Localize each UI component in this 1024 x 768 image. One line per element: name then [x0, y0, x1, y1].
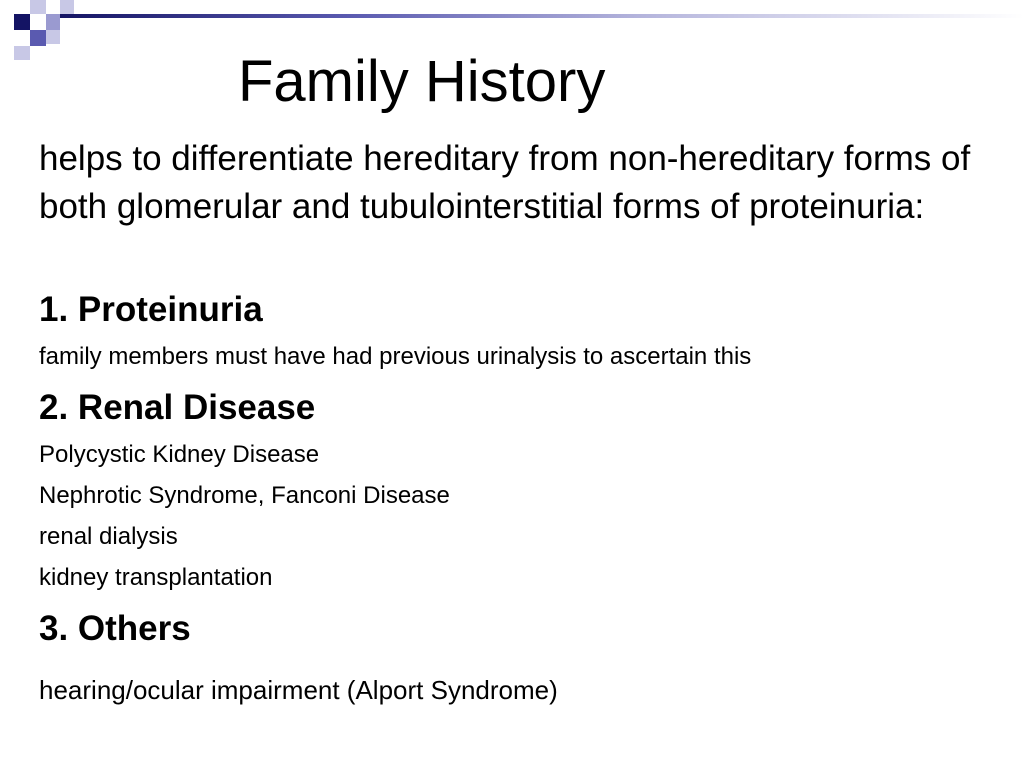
section-heading-proteinuria: 1. Proteinuria	[39, 290, 263, 329]
list-item: family members must have had previous urinalysis to ascertain this	[39, 343, 752, 370]
section-heading-others: 3. Others	[39, 609, 191, 648]
list-item: renal dialysis	[39, 523, 178, 550]
list-item: hearing/ocular impairment (Alport Syndrome)	[39, 675, 558, 705]
logo-square-pale	[30, 0, 46, 14]
logo-square-mid	[30, 30, 46, 46]
list-item: kidney transplantation	[39, 564, 273, 591]
logo-square-pale-2	[14, 46, 30, 60]
logo-square-pale-4	[46, 30, 60, 44]
slide-title: Family History	[238, 49, 606, 114]
intro-text: helps to differentiate hereditary from non-hereditary forms of both glomerular and tubulointerstitial forms of proteinuria:	[39, 139, 971, 226]
list-item: Nephrotic Syndrome, Fanconi Disease	[39, 482, 450, 509]
section-heading-renal-disease: 2. Renal Disease	[39, 388, 316, 427]
header-gradient-bar	[60, 14, 1024, 18]
logo-square-light	[46, 14, 60, 30]
logo-square-pale-3	[60, 0, 74, 14]
list-item: Polycystic Kidney Disease	[39, 441, 320, 468]
logo-square-dark	[14, 14, 30, 30]
